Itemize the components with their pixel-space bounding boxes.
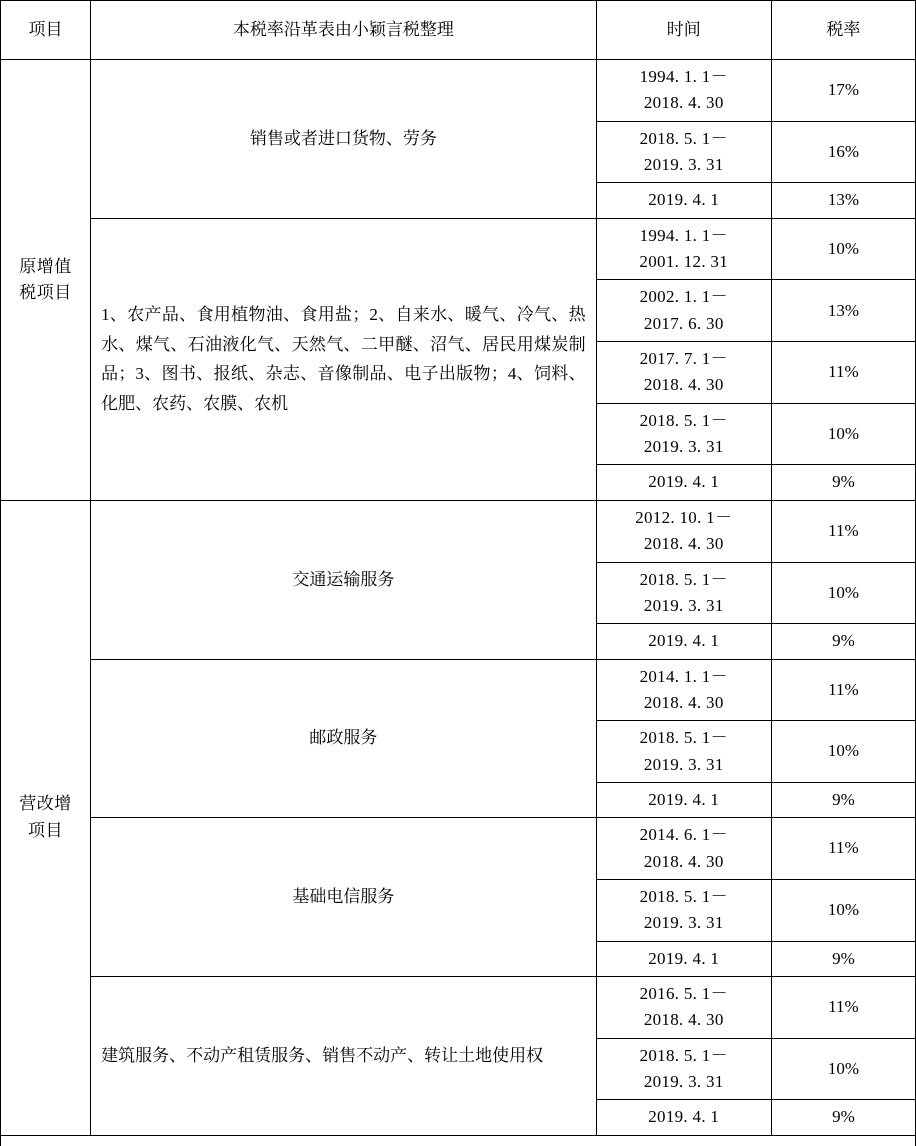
category-label-line1: 原增值 [19,256,72,276]
rate-cell: 10% [771,879,915,941]
time-cell [596,183,771,218]
time-line-1: 2014. 1. 1－ [639,666,728,686]
header-cell-rate: 税率 [771,1,915,60]
time-cell [596,280,771,342]
time-cell [596,60,771,122]
rate-cell: 11% [771,818,915,880]
time-cell [596,941,771,976]
table-bottom-overflow [0,1136,916,1146]
rate-cell: 16% [771,121,915,183]
rate-cell: 9% [771,465,915,500]
item-cell-postal: 邮政服务 [91,659,597,818]
table-row [1,976,916,1038]
time-cell [596,976,771,1038]
time-line-1: 2019. 4. 1 [648,472,720,492]
time-line-2: 2018. 4. 30 [643,851,724,871]
time-cell [596,403,771,465]
item-cell-transportation: 交通运输服务 [91,500,597,659]
time-line-2: 2018. 4. 30 [643,1010,724,1030]
time-line-2: 2019. 3. 31 [643,1072,724,1091]
table-header-row [1,1,916,60]
time-line-1: 2019. 4. 1 [648,1107,720,1127]
item-cell-construction-realestate: 建筑服务、不动产租赁服务、销售不动产、转让土地使用权 [91,976,597,1135]
header-cell-title: 本税率沿革表由小颖言税整理 [91,1,597,60]
time-line-1: 2018. 5. 1－ [639,728,728,748]
item-cell-goods-services: 销售或者进口货物、劳务 [91,60,597,219]
rate-cell: 10% [771,1038,915,1100]
category-label-line1: 营改增 [19,794,72,814]
header-cell-time: 时间 [596,1,771,60]
time-cell [596,624,771,659]
rate-cell: 11% [771,342,915,404]
time-line-2: 2018. 4. 30 [643,375,724,395]
item-cell-basic-telecom: 基础电信服务 [91,818,597,977]
category-cell-original-vat [1,60,91,501]
time-line-2: 2001. 12. 31 [639,252,729,272]
time-cell [596,465,771,500]
time-line-1: 2018. 5. 1－ [639,886,728,906]
time-line-1: 2014. 6. 1－ [639,825,728,845]
item-cell-agricultural-goods: 1、农产品、食用植物油、食用盐；2、自来水、暖气、冷气、热水、煤气、石油液化气、天然气、二甲醚、沼气、居民用煤炭制品；3、图书、报纸、杂志、音像制品、电子出版物；4、饲料、化肥、农药、农膜、农机 [91,218,597,500]
time-cell [596,879,771,941]
time-line-2: 2018. 4. 30 [643,692,724,712]
rate-cell: 11% [771,500,915,562]
time-line-2: 2019. 3. 31 [643,913,724,933]
rate-cell: 9% [771,941,915,976]
time-line-1: 1994. 1. 1－ [639,67,728,86]
time-line-1: 2019. 4. 1 [648,948,720,968]
rate-cell: 10% [771,218,915,280]
rate-cell: 13% [771,280,915,342]
time-cell [596,562,771,624]
time-line-2: 2019. 3. 31 [643,155,724,175]
rate-cell: 17% [771,60,915,122]
time-line-2: 2018. 4. 30 [643,93,724,113]
time-line-2: 2019. 3. 31 [643,754,724,774]
rate-cell: 11% [771,659,915,721]
table-row [1,500,916,562]
header-cell-item: 项目 [1,1,91,60]
rate-cell: 10% [771,721,915,783]
time-cell [596,121,771,183]
time-line-1: 2018. 5. 1－ [639,128,728,148]
time-cell [596,721,771,783]
rate-cell: 9% [771,1100,915,1135]
time-line-1: 2012. 10. 1－ [635,507,733,527]
time-line-2: 2018. 4. 30 [643,534,724,554]
time-cell [596,218,771,280]
time-line-1: 2016. 5. 1－ [639,983,728,1003]
time-line-1: 2002. 1. 1－ [639,287,728,307]
time-line-1: 2019. 4. 1 [648,789,720,809]
category-cell-vat-reform [1,500,91,1135]
time-line-1: 2017. 7. 1－ [639,349,728,369]
time-line-2: 2019. 3. 31 [643,437,724,457]
category-label-line2: 税项目 [19,282,72,302]
time-line-1: 2018. 5. 1－ [639,1045,728,1065]
time-line-1: 2019. 4. 1 [648,631,720,651]
time-cell [596,500,771,562]
rate-cell: 11% [771,976,915,1038]
time-line-2: 2017. 6. 30 [643,313,724,333]
table-row [1,60,916,122]
category-label-line2: 项目 [28,820,64,840]
rate-cell: 10% [771,562,915,624]
time-line-1: 2018. 5. 1－ [639,569,728,589]
time-line-2: 2019. 3. 31 [643,595,724,615]
rate-cell: 9% [771,782,915,817]
table-row [1,218,916,280]
rate-cell: 13% [771,183,915,218]
time-cell [596,1100,771,1135]
time-cell [596,342,771,404]
rate-cell: 10% [771,403,915,465]
time-cell [596,659,771,721]
time-cell [596,818,771,880]
time-line-1: 2018. 5. 1－ [639,410,728,430]
time-line-1: 1994. 1. 1－ [639,225,728,245]
time-line-1: 2019. 4. 1 [648,190,720,210]
table-row [1,818,916,880]
time-cell [596,1038,771,1100]
time-cell [596,782,771,817]
table-row [1,659,916,721]
rate-cell: 9% [771,624,915,659]
